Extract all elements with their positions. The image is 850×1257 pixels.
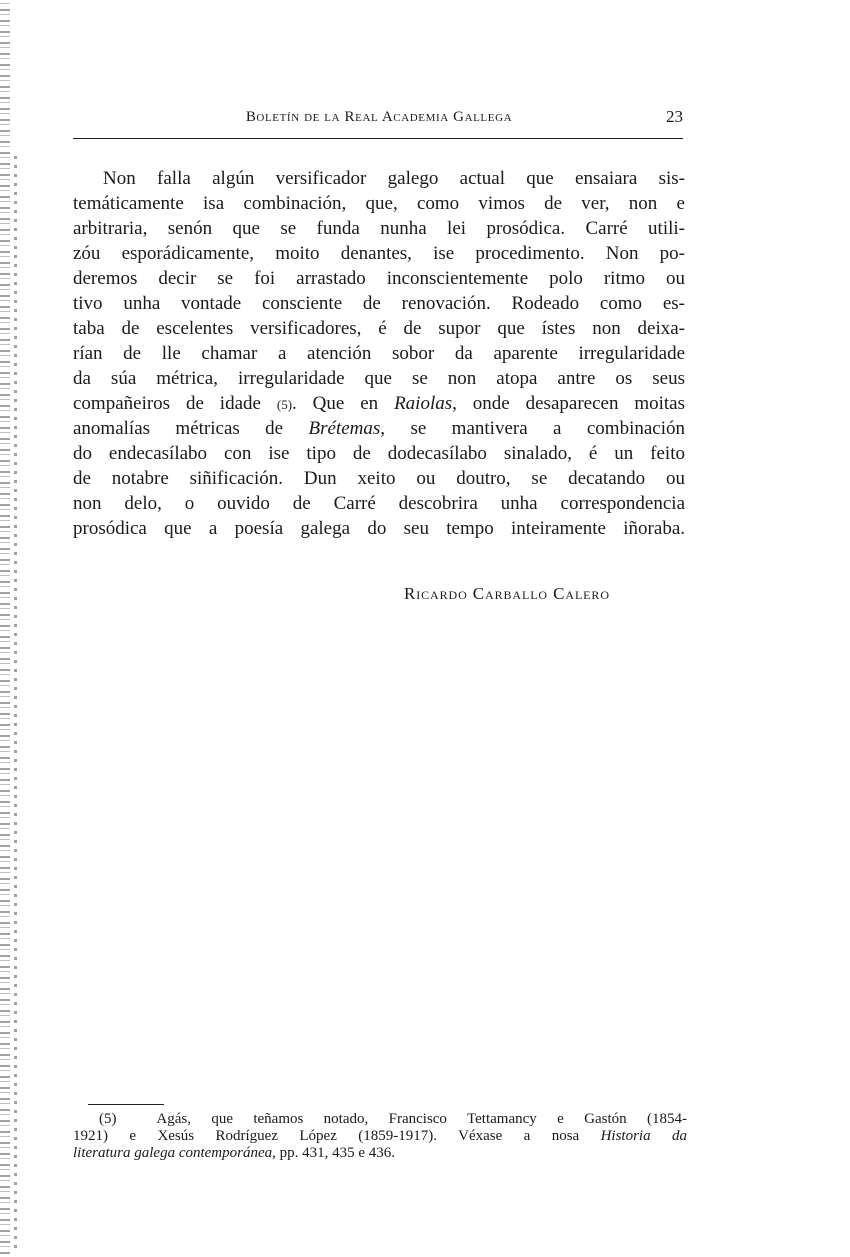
body-line: do endecasílabo con ise tipo de dodecasílabo sinalado, é un feito	[73, 443, 685, 464]
body-line: Non falla algún versificador galego actual que ensaiara sis-	[103, 168, 685, 189]
body-text-segment: anomalías métricas de	[73, 418, 309, 439]
body-line: tivo unha vontade consciente de renovación. Rodeado como es-	[73, 293, 685, 314]
body-text-segment: . Que en	[292, 393, 395, 414]
body-line: da súa métrica, irregularidade que se non atopa antre os seus	[73, 368, 685, 389]
footnote-rule	[88, 1104, 164, 1105]
body-text-segment: , se mantivera a combinación	[380, 418, 686, 439]
page-number: 23	[666, 107, 683, 126]
footnote-marker: (5)	[99, 1111, 117, 1127]
footnote-text-segment: , pp. 431, 435 e 436.	[272, 1145, 396, 1161]
footnote-line	[73, 1128, 687, 1145]
page-binding-edge	[0, 0, 10, 1257]
footnote-line	[73, 1111, 687, 1128]
body-line: non delo, o ouvido de Carré descobrira unha correspondencia	[73, 493, 685, 514]
body-line: deremos decir se foi arrastado inconscientemente polo ritmo ou	[73, 268, 685, 289]
header-rule	[73, 138, 683, 139]
body-line: prosódica que a poesía galega do seu tempo inteiramente iñoraba.	[73, 518, 685, 539]
footnote-line	[73, 1145, 687, 1162]
book-title-raiolas: Raiolas	[394, 393, 453, 414]
body-line: rían de lle chamar a atención sobor da aparente irregularidade	[73, 343, 685, 364]
body-line: zóu esporádicamente, moito denantes, ise procedimento. Non po-	[73, 243, 685, 264]
book-title-literatura: literatura galega contemporánea	[73, 1145, 273, 1161]
author-signature: Ricardo Carballo Calero	[404, 584, 610, 603]
page-binding-shadow	[14, 150, 17, 1250]
body-line: taba de escelentes versificadores, é de supor que ístes non deixa-	[73, 318, 685, 339]
footnote-reference[interactable]: (5)	[276, 397, 293, 412]
body-text-segment: compañeiros de idade	[73, 393, 277, 414]
book-title-bretemas: Brétemas	[308, 418, 381, 439]
running-title: Boletín de la Real Academia Gallega	[245, 109, 513, 125]
body-line: arbitraria, senón que se funda nunha lei prosódica. Carré utili-	[73, 218, 685, 239]
body-line	[73, 416, 685, 441]
body-line: de notabre siñificación. Dun xeito ou doutro, se decatando ou	[73, 468, 685, 489]
footnote	[73, 1111, 687, 1162]
body-line: temáticamente isa combinación, que, como vimos de ver, non e	[73, 193, 685, 214]
book-title-historia: Historia da	[600, 1128, 687, 1144]
running-head	[75, 109, 683, 131]
body-paragraph	[73, 166, 685, 541]
footnote-text-segment: 1921) e Xesús Rodríguez López (1859-1917). Véxase a nosa	[73, 1128, 601, 1144]
body-text-segment: , onde desaparecen moitas	[452, 393, 686, 414]
body-line	[73, 391, 685, 416]
footnote-text-segment: Agás, que teñamos notado, Francisco Tettamancy e Gastón (1854-	[156, 1111, 687, 1127]
